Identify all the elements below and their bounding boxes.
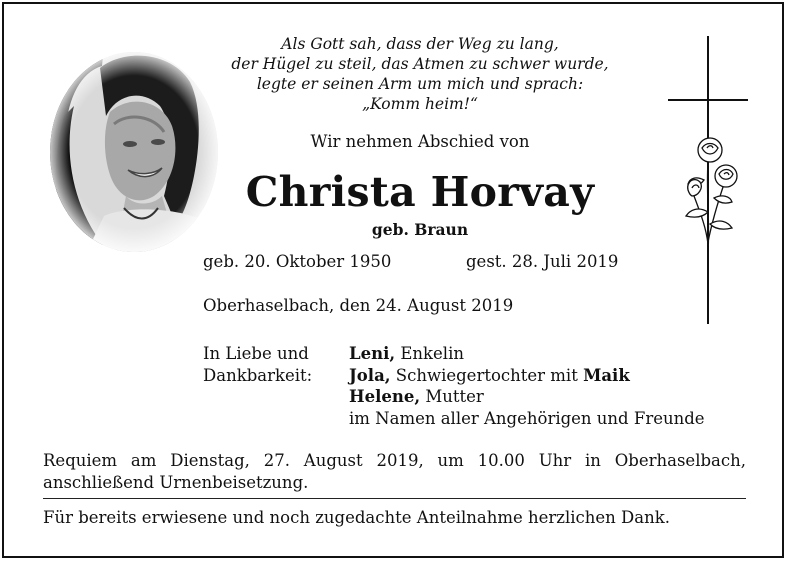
poem-line: Als Gott sah, dass der Weg zu lang, (281, 35, 559, 53)
thanks-text: Für bereits erwiesene und noch zugedachte Anteilnahme herzlichen Dank. (43, 508, 670, 527)
poem-line: legte er seinen Arm um mich und sprach: (256, 75, 584, 93)
mourner-name: Jola, (349, 365, 391, 385)
death-date: gest. 28. Juli 2019 (466, 252, 619, 271)
mourners-label-line: Dankbarkeit: (203, 365, 313, 385)
farewell-text: Wir nehmen Abschied von (310, 132, 530, 151)
mourner-leni (349, 343, 705, 365)
portrait-photo (44, 46, 224, 258)
rose-icon (680, 132, 750, 254)
maiden-name: geb. Braun (371, 220, 469, 239)
place-date: Oberhaselbach, den 24. August 2019 (203, 296, 514, 315)
mourner-name: Leni, (349, 344, 396, 363)
mourners-label (203, 343, 312, 386)
poem-line: „Komm heim!“ (362, 95, 478, 113)
mourner-relation: Mutter (420, 387, 484, 406)
requiem-text: Requiem am Dienstag, 27. August 2019, um 10.00 Uhr in Oberhaselbach, anschließend Urnenbeisetzung. (43, 451, 746, 492)
poem (200, 34, 640, 114)
mourner-name: Helene, (349, 387, 421, 406)
mourner-jola (349, 365, 705, 387)
mourner-name: Maik (583, 365, 630, 385)
divider (43, 498, 746, 499)
poem-line: der Hügel zu steil, das Atmen zu schwer wurde, (231, 55, 609, 73)
mourners-list (349, 343, 705, 429)
birth-date: geb. 20. Oktober 1950 (203, 252, 392, 271)
mourner-relation: Enkelin (395, 344, 464, 363)
mourners-label-line: In Liebe und (203, 344, 309, 363)
mourner-family: im Namen aller Angehörigen und Freunde (349, 408, 705, 428)
mourner-relation: Schwiegertochter mit (390, 365, 584, 385)
mourner-helene (349, 386, 705, 408)
deceased-name: Christa Horvay (245, 168, 595, 216)
